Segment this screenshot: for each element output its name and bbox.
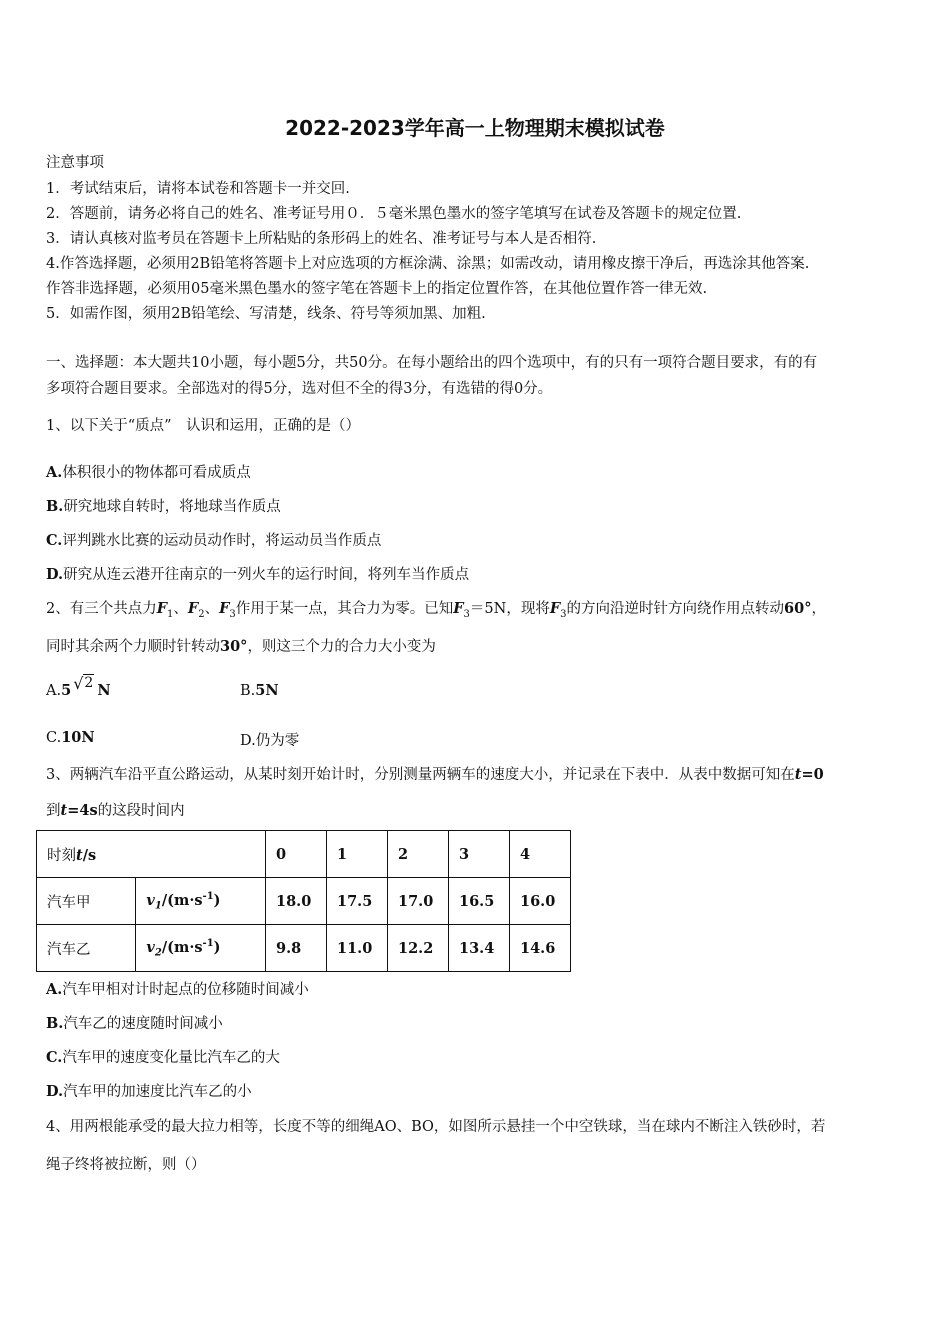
table-row [37, 831, 571, 878]
table-cell: 13.4 [449, 925, 510, 972]
q3-option-a: A.汽车甲相对计时起点的位移随时间减小 [46, 981, 309, 998]
note-item: 2．答题前，请务必将自己的姓名、准考证号用０．５毫米黑色墨水的签字笔填写在试卷及答题卡的规定位置. [46, 206, 742, 222]
q2-option-d: D.仍为零 [240, 733, 300, 749]
q3-option-b: B.汽车乙的速度随时间减小 [46, 1015, 223, 1032]
question-4-stem: 4、用两根能承受的最大拉力相等，长度不等的细绳AO、BO，如图所示悬挂一个中空铁球，当在球内不断注入铁砂时，若 [46, 1119, 826, 1135]
table-cell: 16.0 [510, 878, 571, 925]
question-1-stem: 1、以下关于“质点” 认识和运用，正确的是（） [46, 418, 361, 434]
sqrt-symbol: √2 [73, 674, 94, 693]
table-cell: 4 [510, 831, 571, 878]
question-3-stem: 3、两辆汽车沿平直公路运动，从某时刻开始计时，分别测量两辆车的速度大小，并记录在下表中．从表中数据可知在t=0 [46, 766, 824, 783]
table-cell: 汽车甲 [37, 878, 136, 925]
table-cell: 9.8 [266, 925, 327, 972]
question-2-stem-line2: 同时其余两个力顺时针转动30°，则这三个力的合力大小变为 [46, 638, 436, 655]
q3-option-c: C.汽车甲的速度变化量比汽车乙的大 [46, 1049, 280, 1066]
q3-option-d: D.汽车甲的加速度比汽车乙的小 [46, 1083, 252, 1100]
question-4-stem-line2: 绳子终将被拉断，则（） [46, 1157, 206, 1173]
note-item: 4.作答选择题，必须用2B铅笔将答题卡上对应选项的方框涂满、涂黑；如需改动，请用橡皮擦干净后，再选涂其他答案. [46, 256, 810, 272]
table-cell: 16.5 [449, 878, 510, 925]
table-cell: 12.2 [388, 925, 449, 972]
q2-option-c: C.10N [46, 729, 95, 746]
q2-option-b: B.5N [240, 682, 279, 699]
table-row [37, 878, 571, 925]
q1-option-d: D.研究从连云港开往南京的一列火车的运行时间，将列车当作质点 [46, 566, 470, 583]
note-item: 5．如需作图，须用2B铅笔绘、写清楚，线条、符号等须加黑、加粗. [46, 306, 486, 322]
table-cell: 14.6 [510, 925, 571, 972]
table-cell: 0 [266, 831, 327, 878]
q2-option-a: A.5 √2 N [46, 674, 111, 699]
table-cell: 3 [449, 831, 510, 878]
table-cell: $v_1/(m\cdot s^{-1})$ [136, 878, 266, 925]
table-cell: $v_2/(m\cdot s^{-1})$ [136, 925, 266, 972]
table-row [37, 925, 571, 972]
table-cell: 汽车乙 [37, 925, 136, 972]
page-title: 2022-2023学年高一上物理期末模拟试卷 [285, 116, 665, 140]
table-cell: 11.0 [327, 925, 388, 972]
table-cell: 2 [388, 831, 449, 878]
section-intro-line: 多项符合题目要求。全部选对的得5分，选对但不全的得3分，有选错的得0分。 [46, 381, 553, 397]
table-cell: 1 [327, 831, 388, 878]
table-cell: 17.5 [327, 878, 388, 925]
table-header-cell: 时刻t/s [37, 831, 266, 878]
q1-option-a: A.体积很小的物体都可看成质点 [46, 464, 251, 481]
notes-heading: 注意事项 [46, 155, 104, 171]
question-2-stem: 2、有三个共点力$F_1$、$F_2$、$F_3$作用于某一点，其合力为零。已知$F_3=5N$，现将$F_3$的方向沿逆时针方向绕作用点转动60°， [46, 600, 826, 620]
question-3-stem-line2: 到t=4s的这段时间内 [46, 802, 185, 819]
section-intro-line: 一、选择题：本大题共10小题，每小题5分，共50分。在每小题给出的四个选项中，有的只有一项符合题目要求，有的有 [46, 355, 818, 371]
note-item: 3．请认真核对监考员在答题卡上所粘贴的条形码上的姓名、准考证号与本人是否相符. [46, 231, 597, 247]
q1-option-b: B.研究地球自转时，将地球当作质点 [46, 498, 281, 515]
note-item: 作答非选择题，必须用05毫米黑色墨水的签字笔在答题卡上的指定位置作答，在其他位置作答一律无效. [46, 281, 708, 297]
note-item: 1．考试结束后，请将本试卷和答题卡一并交回. [46, 181, 350, 197]
q1-option-c: C.评判跳水比赛的运动员动作时，将运动员当作质点 [46, 532, 382, 549]
table-cell: 17.0 [388, 878, 449, 925]
speed-table [36, 830, 571, 972]
table-cell: 18.0 [266, 878, 327, 925]
